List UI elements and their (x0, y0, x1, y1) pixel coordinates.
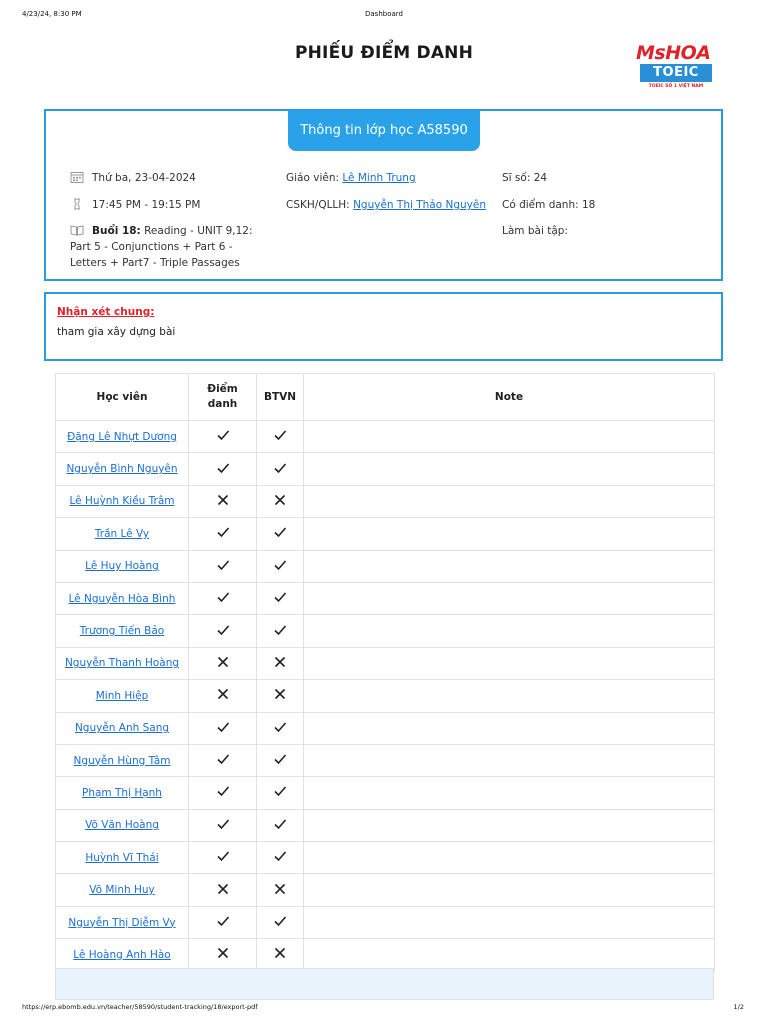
attended-count: Có điểm danh: 18 (502, 199, 596, 211)
attendance-cell (189, 453, 257, 485)
note-cell (304, 550, 715, 582)
attendance-cell (189, 874, 257, 906)
homework-cell (257, 939, 304, 971)
session-label: Buổi 18: (92, 225, 141, 237)
print-datetime: 4/23/24, 8:30 PM (22, 10, 82, 18)
book-icon (70, 224, 84, 236)
teacher-link[interactable]: Lê Minh Trung (342, 172, 416, 184)
column-header-homework: BTVN (257, 374, 304, 421)
column-header-attendance (189, 374, 257, 421)
class-info-panel (44, 109, 723, 281)
homework-cell (257, 874, 304, 906)
note-cell (304, 842, 715, 874)
student-name-link[interactable]: Lê Huỳnh Kiều Trâm (69, 495, 175, 508)
cskh-info (286, 197, 486, 213)
homework-cell (257, 712, 304, 744)
table-row (56, 453, 715, 485)
student-name-link[interactable]: Huỳnh Vĩ Thái (85, 851, 159, 864)
note-cell (304, 647, 715, 679)
attendance-cell (189, 518, 257, 550)
student-name-link[interactable]: Lê Nguyễn Hòa Bình (68, 592, 176, 605)
cross-icon (273, 946, 287, 960)
column-header-note: Note (304, 374, 715, 421)
student-cell (56, 744, 189, 776)
session-time (70, 197, 200, 213)
homework-cell (257, 647, 304, 679)
check-icon (216, 558, 230, 572)
note-cell (304, 939, 715, 971)
check-icon (273, 558, 287, 572)
table-row (56, 842, 715, 874)
session-topic-text: Reading - UNIT 9,12: Part 5 - Conjunctions + Part 6 - Letters + Part7 - Triple Passages (70, 225, 253, 269)
class-info-title: Thông tin lớp học A58590 (288, 111, 480, 151)
check-icon (273, 720, 287, 734)
check-icon (273, 784, 287, 798)
note-cell (304, 906, 715, 938)
student-name-link[interactable]: Nguyễn Anh Sang (74, 722, 170, 735)
cross-icon (216, 655, 230, 669)
attendance-cell (189, 647, 257, 679)
cskh-link[interactable]: Nguyễn Thị Thảo Nguyên (353, 199, 486, 211)
attendance-cell (189, 939, 257, 971)
column-header-student: Học viên (56, 374, 189, 421)
student-name-link[interactable]: Nguyễn Hùng Tâm (73, 754, 171, 767)
attendance-cell (189, 842, 257, 874)
student-cell (56, 712, 189, 744)
check-icon (216, 914, 230, 928)
homework-cell (257, 842, 304, 874)
attendance-cell (189, 680, 257, 712)
cross-icon (216, 882, 230, 896)
table-row (56, 550, 715, 582)
homework-cell (257, 744, 304, 776)
attendance-header-line2: danh (207, 398, 238, 410)
session-date-text: Thứ ba, 23-04-2024 (92, 172, 196, 184)
student-cell (56, 615, 189, 647)
table-row (56, 906, 715, 938)
student-cell (56, 809, 189, 841)
clock-icon (70, 198, 84, 210)
table-row (56, 777, 715, 809)
cross-icon (216, 946, 230, 960)
table-row (56, 421, 715, 453)
table-row (56, 615, 715, 647)
table-row (56, 744, 715, 776)
attendance-cell (189, 421, 257, 453)
attendance-cell (189, 744, 257, 776)
attendance-cell (189, 582, 257, 614)
attendance-cell (189, 712, 257, 744)
session-topic (70, 223, 270, 271)
student-cell (56, 453, 189, 485)
table-header-row (56, 374, 715, 421)
print-footer (0, 1003, 768, 1015)
note-cell (304, 453, 715, 485)
table-footer-bar (55, 968, 714, 1000)
brand-logo (636, 42, 716, 92)
homework-info: Làm bài tập: (502, 225, 568, 237)
student-name-link[interactable]: Võ Minh Huy (89, 884, 155, 897)
check-icon (216, 461, 230, 475)
table-row (56, 874, 715, 906)
general-comment-panel (44, 292, 723, 361)
table-row (56, 680, 715, 712)
logo-tag-text: TOEIC (640, 64, 712, 82)
print-title: Dashboard (365, 10, 403, 18)
note-cell (304, 680, 715, 712)
student-cell (56, 842, 189, 874)
note-cell (304, 809, 715, 841)
table-row (56, 485, 715, 517)
teacher-info (286, 170, 416, 186)
student-cell (56, 680, 189, 712)
homework-cell (257, 485, 304, 517)
check-icon (216, 849, 230, 863)
table-row (56, 518, 715, 550)
note-cell (304, 874, 715, 906)
note-cell (304, 615, 715, 647)
table-row (56, 809, 715, 841)
student-name-link[interactable]: Võ Văn Hoàng (85, 819, 159, 832)
homework-cell (257, 518, 304, 550)
check-icon (216, 784, 230, 798)
check-icon (216, 720, 230, 734)
attendance-cell (189, 906, 257, 938)
student-name-link[interactable]: Đặng Lê Nhựt Dương (67, 430, 177, 443)
attendance-cell (189, 485, 257, 517)
attendance-cell (189, 777, 257, 809)
student-cell (56, 874, 189, 906)
student-name-link[interactable]: Nguyễn Bình Nguyên (66, 463, 178, 476)
teacher-label: Giáo viên: (286, 172, 343, 184)
logo-subtitle: TOEIC SỐ 1 VIỆT NAM (648, 84, 704, 89)
homework-cell (257, 906, 304, 938)
attendance-header-line1: Điểm (207, 383, 238, 395)
check-icon (216, 623, 230, 637)
cross-icon (273, 655, 287, 669)
note-cell (304, 712, 715, 744)
check-icon (273, 623, 287, 637)
student-cell (56, 485, 189, 517)
cross-icon (216, 493, 230, 507)
student-cell (56, 939, 189, 971)
check-icon (273, 590, 287, 604)
check-icon (273, 461, 287, 475)
print-url: https://erp.ebomb.edu.vn/teacher/58590/student-tracking/18/export-pdf (22, 1003, 258, 1011)
print-header (0, 10, 768, 22)
print-page-number: 1/2 (733, 1003, 744, 1011)
check-icon (273, 817, 287, 831)
cross-icon (273, 882, 287, 896)
table-row (56, 712, 715, 744)
page-title: PHIẾU ĐIỂM DANH (294, 43, 474, 63)
cross-icon (216, 687, 230, 701)
note-cell (304, 777, 715, 809)
check-icon (216, 590, 230, 604)
student-name-link[interactable]: Trương Tiến Bảo (79, 625, 165, 638)
table-row (56, 582, 715, 614)
student-cell (56, 906, 189, 938)
student-cell (56, 550, 189, 582)
check-icon (273, 525, 287, 539)
homework-cell (257, 421, 304, 453)
student-cell (56, 647, 189, 679)
attendance-table-wrapper (55, 373, 714, 972)
note-cell (304, 421, 715, 453)
student-cell (56, 518, 189, 550)
student-cell (56, 582, 189, 614)
check-icon (273, 428, 287, 442)
calendar-icon (70, 171, 84, 183)
student-name-link[interactable]: Lê Hoàng Anh Hào (73, 948, 171, 961)
general-comment-text: tham gia xây dựng bài (57, 326, 176, 338)
logo-brand-text: MsHOA (636, 42, 711, 64)
student-name-link[interactable]: Nguyễn Thị Diễm Vy (68, 916, 176, 929)
cskh-label: CSKH/QLLH: (286, 199, 354, 211)
session-date (70, 170, 196, 186)
attendance-cell (189, 809, 257, 841)
check-icon (273, 849, 287, 863)
homework-cell (257, 777, 304, 809)
check-icon (216, 817, 230, 831)
student-name-link[interactable]: Minh Hiệp (95, 689, 149, 702)
class-size: Sĩ số: 24 (502, 172, 548, 184)
general-comment-title: Nhận xét chung: (57, 306, 155, 318)
student-cell (56, 777, 189, 809)
student-name-link[interactable]: Trần Lê Vy (94, 527, 150, 540)
note-cell (304, 744, 715, 776)
homework-cell (257, 809, 304, 841)
table-row (56, 939, 715, 971)
homework-cell (257, 680, 304, 712)
note-cell (304, 485, 715, 517)
student-name-link[interactable]: Lê Huy Hoàng (85, 560, 159, 573)
homework-cell (257, 582, 304, 614)
attendance-cell (189, 615, 257, 647)
homework-cell (257, 453, 304, 485)
check-icon (216, 428, 230, 442)
check-icon (273, 752, 287, 766)
student-name-link[interactable]: Nguyễn Thanh Hoàng (64, 657, 180, 670)
attendance-cell (189, 550, 257, 582)
check-icon (216, 752, 230, 766)
cross-icon (273, 687, 287, 701)
check-icon (273, 914, 287, 928)
student-cell (56, 421, 189, 453)
attendance-table (55, 373, 715, 972)
session-time-text: 17:45 PM - 19:15 PM (92, 199, 201, 211)
check-icon (216, 525, 230, 539)
cross-icon (273, 493, 287, 507)
homework-cell (257, 550, 304, 582)
note-cell (304, 518, 715, 550)
homework-cell (257, 615, 304, 647)
note-cell (304, 582, 715, 614)
table-row (56, 647, 715, 679)
student-name-link[interactable]: Phạm Thị Hạnh (82, 786, 162, 799)
